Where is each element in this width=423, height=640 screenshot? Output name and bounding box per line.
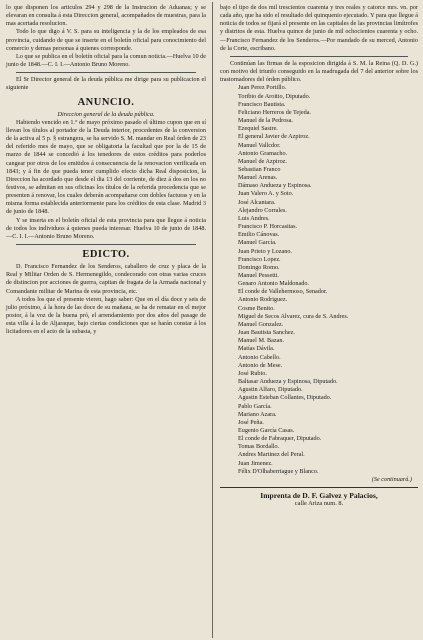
signature-entry: El conde de Fabraquer, Diputado. xyxy=(238,435,322,443)
paragraph: bajo el tipo de dos mil trescientos cuarenta y tres reales y catorce mrs. vn. por cada año, que ha sido el resultado del quinquenio ejecutado. Y para que llegue á noticia de todos se fijará el presente en las capitales de las provincias limítrofes y distritos de esta. Huelva quince de junio de mil ochocientos cuarenta y ocho.—Francisco Fernandez de los Senderos.—Por mandado de su merced, Antonio de la Corte, escribano. xyxy=(220,4,418,52)
signature-entry: Manuel de Azpiroz. xyxy=(238,157,287,165)
signature-entry: Manuel M. Bazan. xyxy=(238,337,285,345)
paragraph: Todo lo que digo á V. S. para su inteligencia y la de los empleados de esa provincia, cuidando de que se inserte en el boletín oficial para conocimiento del comercio y demas personas á quienes corresponde. xyxy=(6,28,206,52)
signature-entry: Toribio de Aroitio, Diputado. xyxy=(238,92,311,100)
signature-entry: Félix D'Olhaberriague y Blanco. xyxy=(238,467,319,475)
printer-address: calle Ariza num. 8. xyxy=(294,500,344,508)
column-divider xyxy=(212,2,213,638)
signature-entry: Francisco P. Horcasitas. xyxy=(238,223,298,231)
signature-entry: Pablo García. xyxy=(238,402,272,410)
signature-entry: Domingo Romo. xyxy=(238,263,280,271)
paragraph: Y se inserta en el boletín oficial de esta provincia para que llegue á noticia de todos los individuos á quienes pueda interesar. Huelva 10 de junio de 1848.—C. I. I.—Antonio Bruno Moreno. xyxy=(6,216,206,240)
signature-entry: Antonio Gramacho. xyxy=(238,149,288,157)
signature-entry: Tomas Bordallo. xyxy=(238,443,280,451)
signature-entry: Mariano Azara. xyxy=(238,410,277,418)
signature-list xyxy=(220,84,418,476)
paragraph: A todos los que el presente vieren, hago saber: Que en el día doce y seis de julio próximo, á la hora de las doce de su mañana, se ha de rematar en el mejor postor, á la voz de la buena pró, el arrendamiento por dos años del pasage de esta villa á la de Aljaraque, bajo ciertas condiciones que se harán constar á los licitadores en el acto de la subasta, y xyxy=(6,295,206,336)
anuncio-heading: ANUNCIO. xyxy=(77,96,135,108)
signature-entry: Andres Martinez del Peral. xyxy=(238,451,305,459)
left-column xyxy=(6,4,206,336)
paragraph: Habiendo vencido en 1.° de mayo próximo pasado el último cupon que en sí llevan los títulos al portador de la Deuda interior, procedentes de la conversion de la activa al 5 p. § estrangera, se ha servido S. M. mandar en Real órden de 23 del referido mes de mayo, que se obligatoria la facultad que por la de 15 de marzo de 1844 se concedió á los tenedores de estos créditos para poderlos cangear por otros de los emitidos á consecuencia de la renovacion verificada en 1843; y á fin de que pueda tener cumplido efecto dicha Real disposicion, la Direccion ha acordado que desde el dia 13 del corriente, de diez á dos en los no festivos, se admitan en sus oficinas los títulos de la referida procedencia que se presenten á renovar, los cuales deberán acompañarse con dobles facturas y en la misma forma establecida anteriormente para los créditos de esta clase. Madrid 3 de junio de 1848. xyxy=(6,118,206,216)
signature-entry: Manuel Gonzalez. xyxy=(238,320,284,328)
signature-entry: José Alcantara. xyxy=(238,198,276,206)
right-column xyxy=(220,4,418,508)
section-rule xyxy=(16,72,196,73)
signature-entry: Agustin Alfaro, Diputado. xyxy=(238,386,303,394)
signature-entry: Antonio Rodriguez. xyxy=(238,296,288,304)
signature-entry: Cosme Benito. xyxy=(238,304,275,312)
signature-entry: José Peña. xyxy=(238,418,264,426)
signature-entry: Emilio Cánovas. xyxy=(238,231,280,239)
signature-entry: Manuel de la Pedrosa. xyxy=(238,117,293,125)
signature-entry: Francisco Lopez. xyxy=(238,255,281,263)
continuation-note: (Se continuará.) xyxy=(371,475,412,483)
signature-entry: Antonio Cabello. xyxy=(238,353,281,361)
signature-entry: Feliciano Herreros de Tejeda. xyxy=(238,108,311,116)
signature-entry: Luis Andres. xyxy=(238,214,270,222)
signature-entry: Antonio de Mese. xyxy=(238,361,283,369)
paragraph: lo que disponen los articulos 294 y 298 de la Instrucion de Aduanas; y se elevaran en consulta á esta Direccion general, acompañados de muestras, para la mas acertada resolucion. xyxy=(6,4,206,28)
signature-entry: El conde de Vallehermoso, Senador. xyxy=(238,288,328,296)
signature-entry: Eugenio García Casas. xyxy=(238,426,295,434)
anuncio-subheading: Direccion general de la deuda pública. xyxy=(57,110,155,118)
intro-paragraph: El Sr Director general de la deuda pública me dirige para su publicacion el siguiente xyxy=(6,76,206,92)
paragraph: Lo que se publica en el boletín oficial para la comun noticia.—Huelva 10 de junio de 1848.—C. I. I.—Antonio Bruno Moreno. xyxy=(6,52,206,69)
footer-rule xyxy=(220,487,418,488)
section-rule xyxy=(16,244,196,245)
signature-entry: Juan Prieto y Lozano. xyxy=(238,247,292,255)
signature-entry: Matías Dávila. xyxy=(238,345,275,353)
signature-entry: Ezequiel Sastre. xyxy=(238,125,278,133)
signature-entry: Agustin Esteban Collantes, Diputado. xyxy=(238,394,332,402)
paragraph: D. Francisco Fernandez de los Senderos, caballero de cruz y placa de la Real y Militar Orden de S. Hermenegildo, condecorado con otras varias cruces de distincion por acciones de guerra, capitan de fragata de la Armada nacional y Comandante militar de Marina de esta provincia, etc. xyxy=(6,263,206,295)
signature-entry: Manuel García. xyxy=(238,239,277,247)
signature-entry: Genaro Antonio Maldonado. xyxy=(238,280,309,288)
printer-imprint: Imprenta de D. F. Galvez y Palacios, xyxy=(260,491,378,501)
signature-entry: José Rubio. xyxy=(238,369,267,377)
signature-entry: Juan Perez Portillo. xyxy=(238,84,287,92)
signature-entry: Manuel Vallcdor. xyxy=(238,141,281,149)
signature-entry: Juan Valero A. y Soto. xyxy=(238,190,294,198)
firmas-intro: Continúan las firmas de la esposicion dirigida á S. M. la Reina (Q. D. G.) con motivo del triunfo conseguido en la madrugada del 7 del anterior sobre los trastornadores del órden público. xyxy=(220,59,418,84)
signature-entry: Juan Bautista Sanchez. xyxy=(238,329,295,337)
signature-entry: Juan Jimenez. xyxy=(238,459,273,467)
signature-entry: Miguel de Secos Alvarez, cura de S. Andres. xyxy=(238,312,349,320)
signature-entry: Manuel Pessetti. xyxy=(238,272,279,279)
signature-entry: El general Javier de Azpiroz. xyxy=(238,133,310,141)
signature-entry: Sebastian Franco xyxy=(238,165,281,173)
signature-entry: Dámaso Andueza y Espinosa. xyxy=(238,182,312,190)
signature-entry: Manuel Arenas. xyxy=(238,174,278,182)
signature-entry: Francisco Bautista. xyxy=(238,100,286,108)
edicto-heading: EDICTO. xyxy=(82,249,130,261)
signature-entry: Alejandro Corrales. xyxy=(238,206,287,214)
section-rule xyxy=(230,56,408,57)
signature-entry: Baltasar Andueza y Espinosa, Diputado. xyxy=(238,378,338,386)
